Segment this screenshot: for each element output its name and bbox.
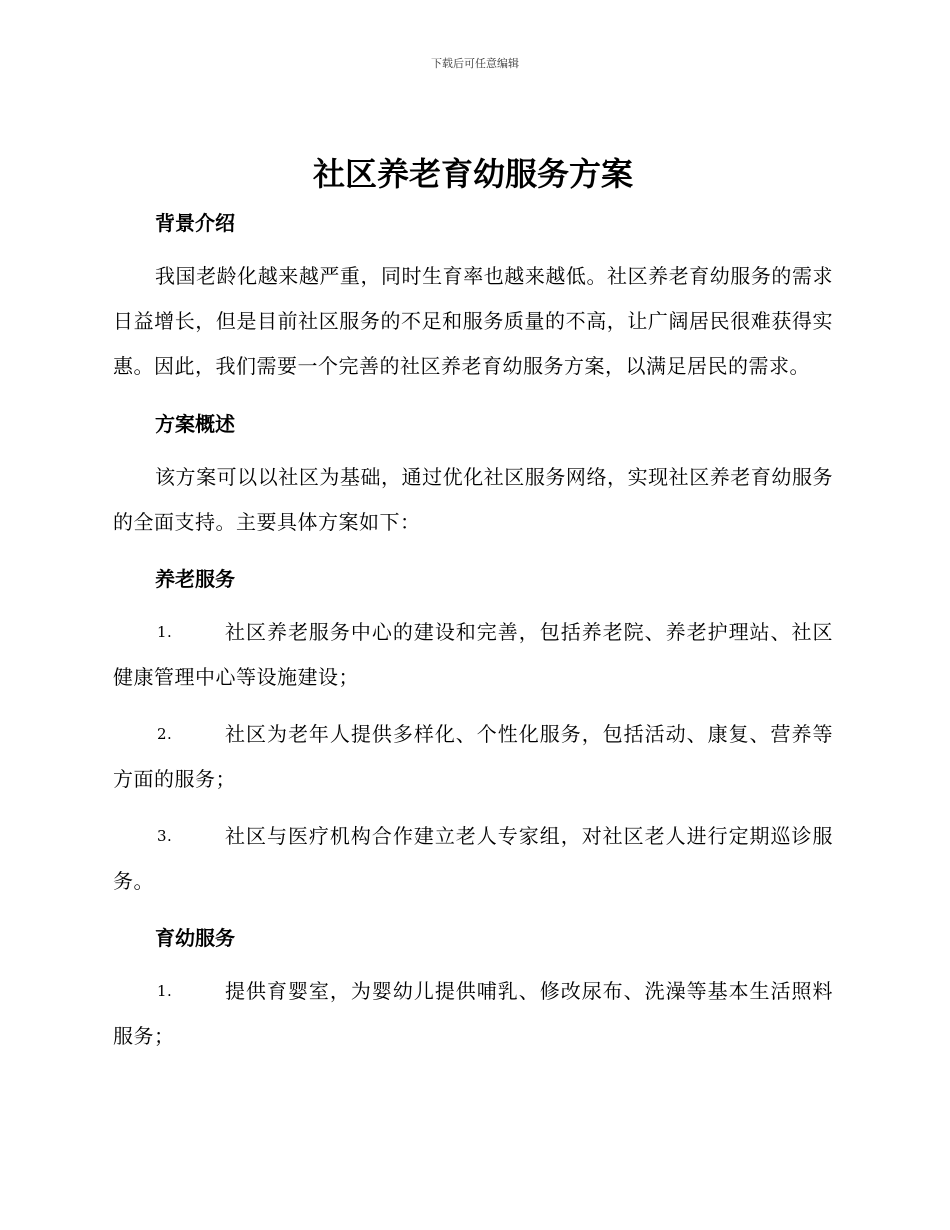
section-heading-overview: 方案概述 — [155, 412, 235, 436]
list-number: 3. — [157, 827, 173, 845]
section-heading-background: 背景介绍 — [155, 211, 235, 235]
list-item-text: 社区为老年人提供多样化、个性化服务，包括活动、康复、营养等方面的服务； — [113, 722, 833, 791]
list-number: 1. — [157, 982, 173, 1000]
section-heading-elderly-care: 养老服务 — [155, 567, 235, 591]
paragraph-overview: 该方案可以以社区为基础，通过优化社区服务网络，实现社区养老育幼服务的全面支持。主要具体方案如下： — [113, 465, 833, 534]
list-item-text: 社区养老服务中心的建设和完善，包括养老院、养老护理站、社区健康管理中心等设施建设； — [113, 620, 833, 689]
list-item-text: 社区与医疗机构合作建立老人专家组，对社区老人进行定期巡诊服务。 — [113, 824, 833, 893]
page-header-note: 下载后可任意编辑 — [431, 57, 519, 70]
list-item-elderly-3 — [113, 814, 833, 904]
list-number: 1. — [157, 623, 173, 641]
document-title: 社区养老育幼服务方案 — [312, 155, 633, 193]
list-item-elderly-2 — [113, 712, 833, 802]
section-heading-childcare: 育幼服务 — [155, 926, 235, 950]
list-item-elderly-1 — [113, 610, 833, 700]
list-item-text: 提供育婴室，为婴幼儿提供哺乳、修改尿布、洗澡等基本生活照料服务； — [113, 979, 833, 1048]
list-item-childcare-1 — [113, 969, 833, 1059]
document-body — [113, 148, 833, 1059]
list-number: 2. — [157, 725, 173, 743]
paragraph-background: 我国老龄化越来越严重，同时生育率也越来越低。社区养老育幼服务的需求日益增长，但是目前社区服务的不足和服务质量的不高，让广阔居民很难获得实惠。因此，我们需要一个完善的社区养老育幼服务方案，以满足居民的需求。 — [113, 264, 833, 378]
